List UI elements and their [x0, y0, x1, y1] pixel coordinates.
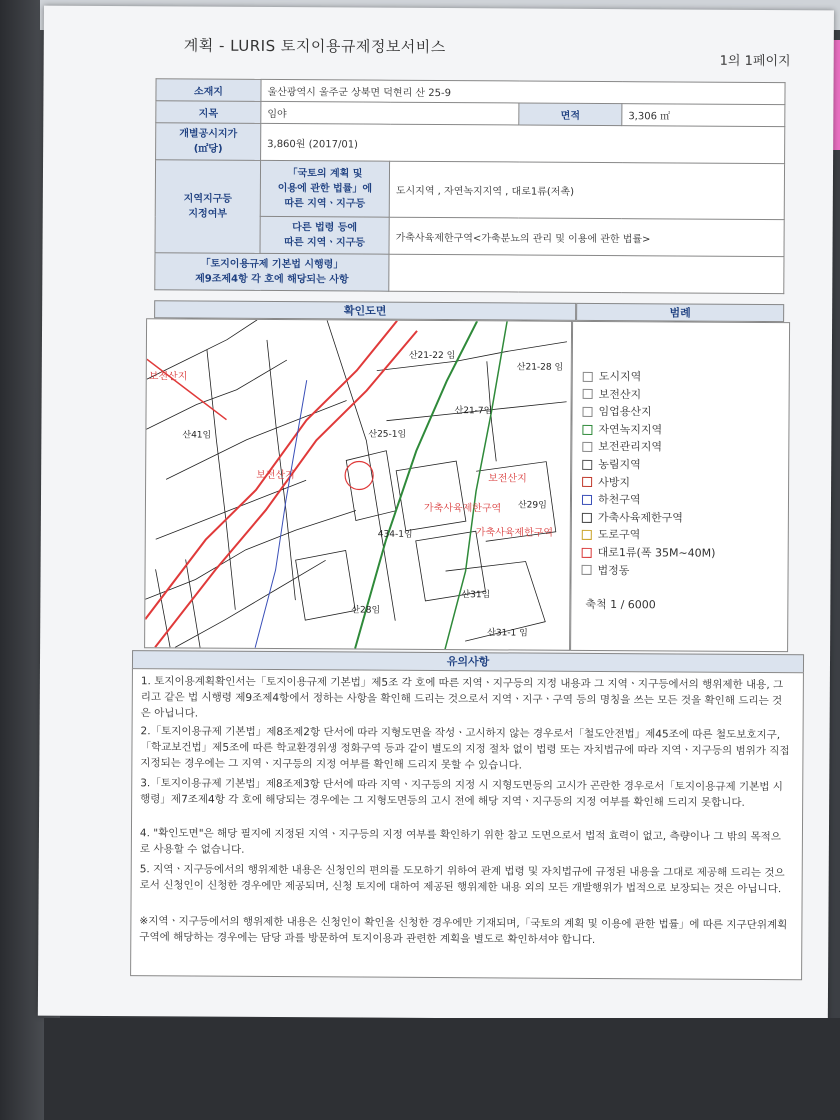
legend-swatch — [582, 477, 592, 487]
map-label-parcel-29: 산29임 — [517, 500, 547, 511]
map-legend — [570, 321, 790, 652]
page-title: 계획 - LURIS 토지이용규제정보서비스 — [183, 36, 446, 57]
map-label-parcel-21-7: 산21-7임 — [454, 406, 493, 417]
legend-label: 대로1류(폭 35M~40M) — [597, 545, 716, 560]
legend-swatch — [582, 565, 592, 575]
legend-swatch — [583, 372, 593, 382]
legend-swatch — [582, 548, 592, 558]
legend-title: 범례 — [576, 303, 784, 322]
map-label-conservation-forest-3: 보전산지 — [256, 469, 295, 482]
other-law-label: 다른 법령 등에 따른 지역ㆍ지구등 — [260, 216, 389, 254]
land-info-table — [154, 78, 785, 294]
area-value: 3,306 ㎡ — [622, 104, 785, 127]
legend-label: 보전산지 — [598, 387, 642, 401]
price-value: 3,860원 (2017/01) — [261, 123, 785, 163]
legend-label: 하천구역 — [597, 493, 641, 507]
notice-item-1: 1. 토지이용계획확인서는「토지이용규제 기본법」제5조 각 호에 따른 지역ㆍ지구등의 지정 내용과 그 지역ㆍ지구등에서의 행위제한 내용, 그리고 같은 법 시행령 제9조제4항에서 정하는 사항을 확인해 드리는 것으로서 지역ㆍ지구ㆍ구역 등의 명칭을 쓰는 모든 것을 확인해 드리는 것은 아닙니다. — [140, 675, 784, 720]
legend-label: 자연녹지지역 — [598, 422, 663, 437]
legend-item — [582, 526, 716, 544]
legend-label: 도로구역 — [597, 528, 641, 542]
legend-item — [582, 403, 716, 421]
cadastral-map — [145, 319, 571, 650]
legend-item — [582, 421, 716, 439]
other-law-value: 가축사육제한구역<가축분뇨의 관리 및 이용에 관한 법률> — [389, 217, 784, 256]
map-label-livestock-zone-2: 가축사육제한구역 — [475, 527, 554, 539]
national-law-value: 도시지역 , 자연녹지지역 , 대로1류(저촉) — [389, 161, 784, 219]
location-value: 울산광역시 울주군 상북면 덕현리 산 25-9 — [261, 79, 785, 104]
map-label-livestock-zone-1: 가축사육제한구역 — [423, 502, 502, 515]
legend-item — [582, 544, 716, 562]
map-label-parcel-31: 산31임 — [461, 590, 491, 601]
notice-item-5: 5. 지역ㆍ지구등에서의 행위제한 내용은 신청인의 편의를 도모하기 위하여 관계 법령 및 자치법규에 규정된 내용을 그대로 제공해 드리는 것으로서 신청인이 신청한 경우에만 제공되며, 신청 토지에 대하여 제공된 행위제한 내용 외의 모든 개발행위가 법적으로 보장되는 것은 아닙니다. — [139, 863, 785, 896]
price-label: 개별공시지가 (㎡당) — [156, 123, 261, 161]
zone-label: 지역지구등 지정여부 — [155, 160, 261, 254]
area-label: 면적 — [519, 103, 622, 126]
legend-label: 법정동 — [597, 563, 630, 577]
map-label-conservation-forest-2: 보전산지 — [148, 371, 188, 383]
map-label-parcel-41: 산41임 — [182, 430, 212, 441]
legend-item — [582, 561, 716, 579]
map-label-parcel-21-22: 산21-22 임 — [408, 350, 456, 362]
notice-item-2: 2.「토지이용규제 기본법」제8조제2항 단서에 따라 지형도면을 작성ㆍ고시하지 않는 경우로서「철도안전법」제45조에 따른 철도보호지구,「학교보건법」제5조에 따른 학교환경위생 정화구역 등과 같이 별도의 지정 절차 없이 법령 또는 자치법규에 따라 지역ㆍ지구등의 범위가 직접 지정되는 경우에는 그 지역ㆍ지구등의 지정 여부를 확인해 드리지 못할 수 있습니다. — [140, 725, 790, 772]
map-title: 확인도면 — [154, 300, 576, 321]
national-law-label: 「국토의 계획 및 이용에 관한 법률」에 따른 지역ㆍ지구등 — [260, 160, 389, 217]
legend-label: 가축사육제한구역 — [597, 510, 683, 525]
map-label-parcel-28: 산28임 — [351, 605, 381, 616]
legend-item — [583, 368, 717, 386]
page-number: 1의 1페이지 — [719, 53, 791, 70]
background-bottom — [44, 1018, 840, 1120]
legend-swatch — [583, 389, 593, 399]
legend-label: 보전관리지역 — [598, 440, 663, 454]
enforcement-label: 「토지이용규제 기본법 시행령」 제9조제4항 각 호에 해당되는 사항 — [155, 253, 389, 291]
legend-swatch — [582, 530, 592, 540]
legend-item — [582, 438, 716, 456]
map-label-parcel-21-28: 산21-28 임 — [516, 362, 564, 373]
notice-box — [130, 668, 804, 980]
legend-item — [582, 456, 716, 474]
jimok-label: 지목 — [156, 101, 261, 124]
map-label-parcel-434-1: 434-1임 — [377, 529, 413, 540]
map-scale: 축척 1 / 6000 — [585, 597, 656, 612]
notice-title: 유의사항 — [132, 650, 804, 674]
legend-swatch — [582, 495, 592, 505]
legend-label: 농림지역 — [598, 457, 641, 472]
legend-item — [582, 509, 716, 527]
legend-item — [582, 473, 716, 491]
legend-list — [582, 368, 717, 580]
legend-swatch — [582, 442, 592, 452]
jimok-value: 임야 — [261, 101, 519, 125]
legend-item — [583, 385, 717, 403]
legend-label: 임업용산지 — [598, 405, 652, 419]
notice-item-4: 4. "확인도면"은 해당 필지에 지정된 지역ㆍ지구등의 지정 여부를 확인하기 위한 참고 도면으로서 법적 효력이 없고, 측량이나 그 밖의 목적으로 사용할 수 없습니다. — [139, 827, 781, 856]
legend-swatch — [582, 512, 592, 522]
location-label: 소재지 — [156, 79, 261, 102]
legend-label: 도시지역 — [598, 369, 642, 384]
legend-swatch — [582, 460, 592, 470]
legend-swatch — [583, 407, 593, 417]
map-label-parcel-31-1: 산31-1 임 — [487, 628, 528, 639]
notice-item-3: 3.「토지이용규제 기본법」제8조제3항 단서에 따라 지역ㆍ지구등의 지정 시 지형도면등의 고시가 곤란한 경우로서「토지이용규제 기본법 시행령」제7조제4항 각 호에 해당되는 경우에는 그 지형도면등의 고시 전에 해당 지역ㆍ지구등의 지정 여부를 확인해 드리지 못합니다. — [140, 777, 783, 809]
document-page — [38, 6, 834, 1021]
legend-item — [582, 491, 716, 509]
enforcement-value — [389, 254, 784, 293]
map-label-parcel-25-1: 산25-1임 — [368, 429, 407, 440]
legend-swatch — [582, 424, 592, 434]
legend-label: 사방지 — [598, 475, 631, 489]
map-label-conservation-forest: 보전산지 — [488, 473, 527, 485]
confirmation-map — [144, 318, 572, 651]
notice-item-6: ※지역ㆍ지구등에서의 행위제한 내용은 신청인이 확인을 신청한 경우에만 기재되며,「국토의 계획 및 이용에 관한 법률」에 따른 지구단위계획구역에 해당하는 경우에는 담당 과를 방문하여 토지이용과 관련한 계획을 별도로 확인하셔야 합니다. — [139, 915, 788, 946]
